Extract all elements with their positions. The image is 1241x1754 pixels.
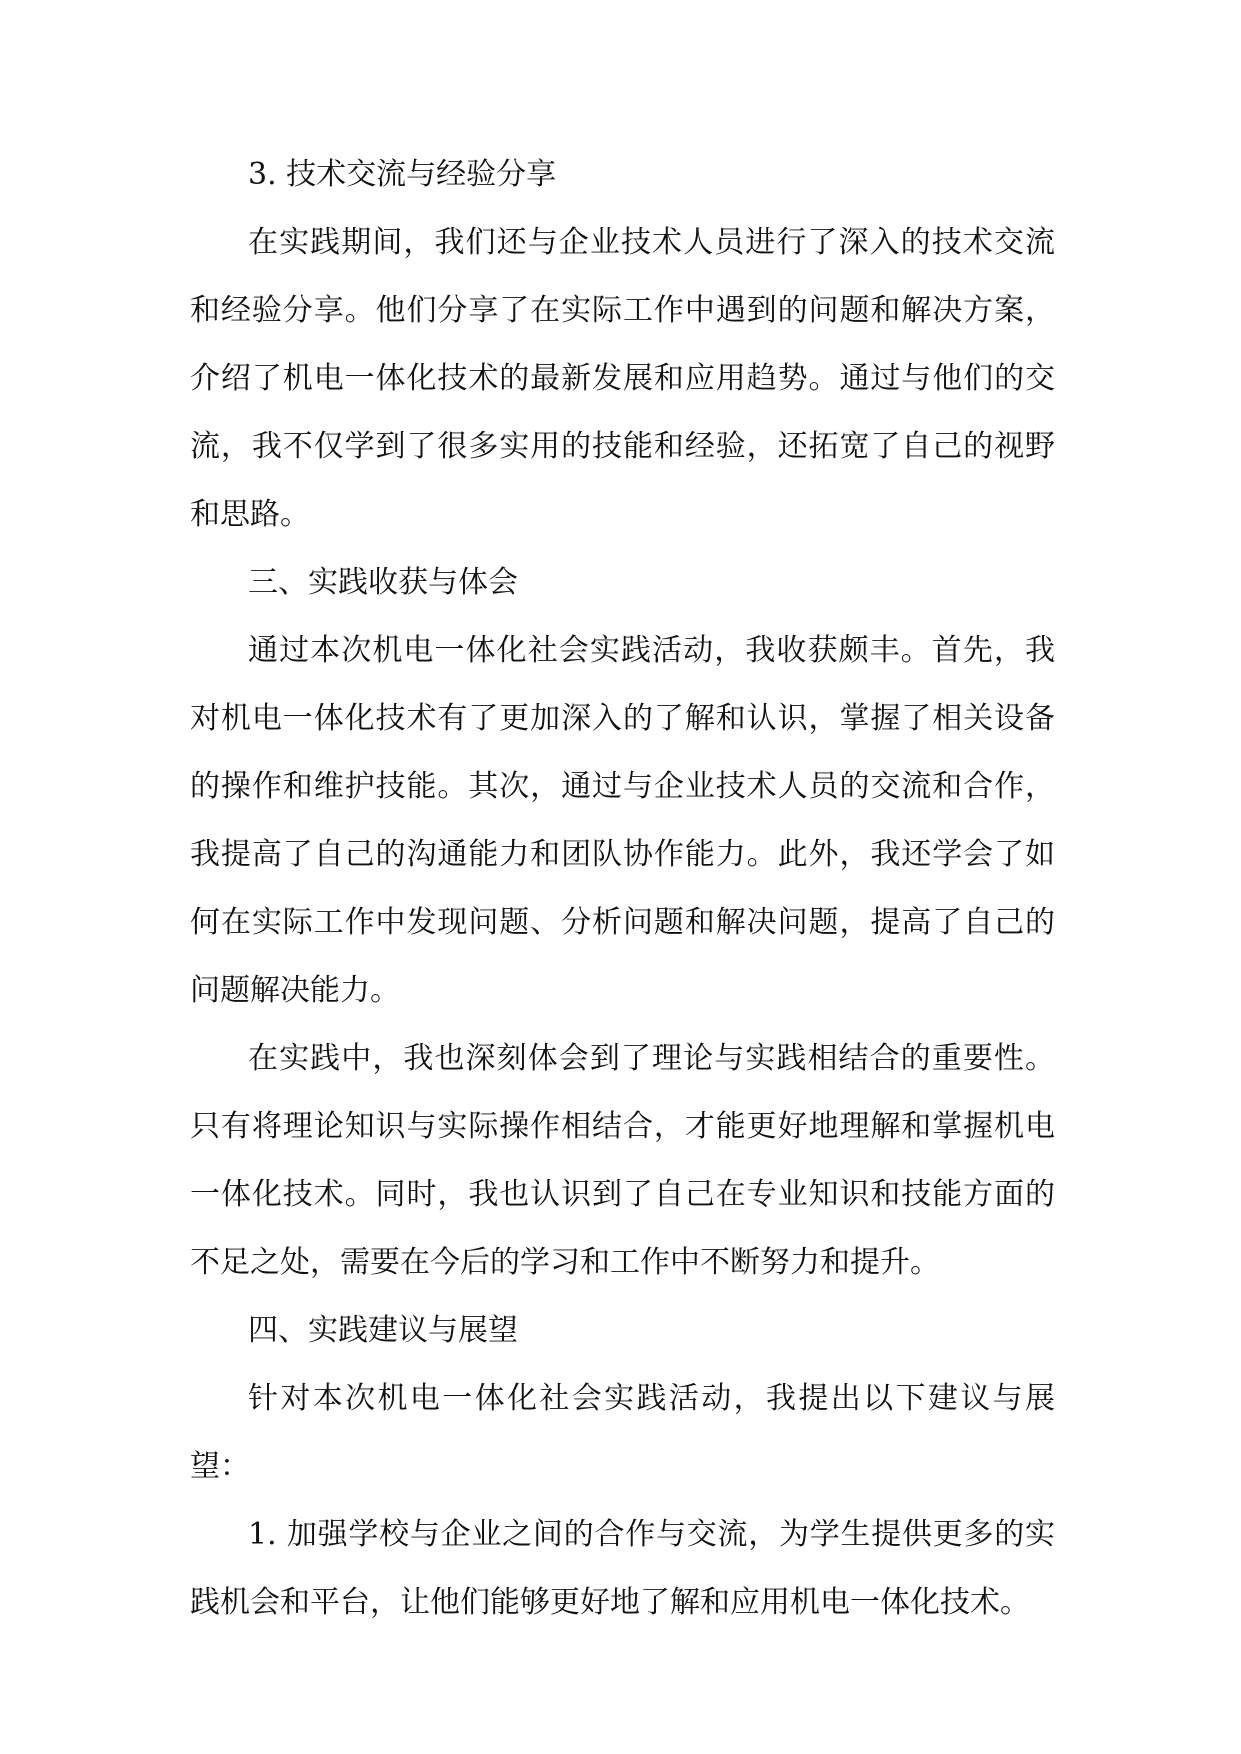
subheading-tech-exchange: 3. 技术交流与经验分享	[248, 157, 557, 192]
paragraph-gains: 通过本次机电一体化社会实践活动，我收获颇丰。首先，我对机电一体化技术有了更加深入的了解和认识，掌握了相关设备的操作和维护技能。其次，通过与企业技术人员的交流和合作，我提高了自己的沟通能力和团队协作能力。此外，我还学会了如何在实际工作中发现问题、分析问题和解决问题，提高了自己的问题解决能力。	[190, 633, 1055, 1008]
paragraph-tech-exchange: 在实践期间，我们还与企业技术人员进行了深入的技术交流和经验分享。他们分享了在实际工作中遇到的问题和解决方案，介绍了机电一体化技术的最新发展和应用趋势。通过与他们的交流，我不仅学到了很多实用的技能和经验，还拓宽了自己的视野和思路。	[190, 225, 1055, 532]
paragraph-suggestion-1: 1. 加强学校与企业之间的合作与交流，为学生提供更多的实践机会和平台，让他们能够更好地了解和应用机电一体化技术。	[190, 1517, 1055, 1620]
paragraph-theory-practice: 在实践中，我也深刻体会到了理论与实践相结合的重要性。只有将理论知识与实际操作相结合，才能更好地理解和掌握机电一体化技术。同时，我也认识到了自己在专业知识和技能方面的不足之处，需要在今后的学习和工作中不断努力和提升。	[190, 1041, 1055, 1280]
heading-section-4: 四、实践建议与展望	[248, 1313, 518, 1348]
heading-section-3: 三、实践收获与体会	[248, 565, 518, 600]
paragraph-suggestions-intro: 针对本次机电一体化社会实践活动，我提出以下建议与展望：	[190, 1381, 1055, 1484]
document-page	[190, 141, 1055, 1637]
